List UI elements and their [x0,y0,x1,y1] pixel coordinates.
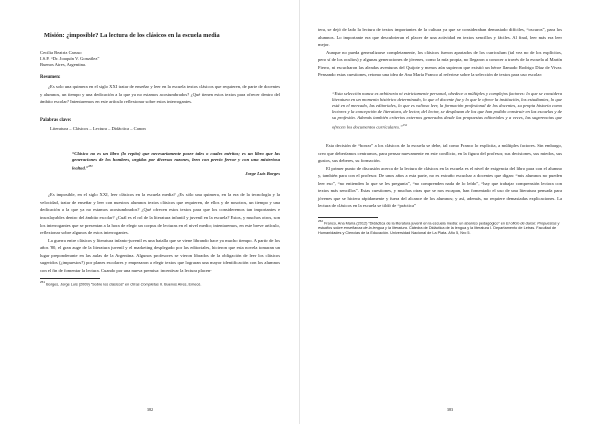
keywords-text: Literatura – Clásicos – Lectura – Didáctica – Canon [50,126,146,132]
page-number: 382 [146,407,154,412]
abstract-heading: Resumen: [40,74,61,80]
epigraph-text: “Clásico no es un libro (lo repito) que necesariamente posee tales o cuales méritos; es un libro que las generaciones de los hombres, urgidas por diversas razones, leen con previo fervor y con una misteriosa lealtad.” [72,150,280,171]
page-number: 383 [446,407,454,412]
epigraph-footnote-ref: 251 [88,163,93,168]
author-institution: I.S.P. “Dr. Joaquín V. González” [40,56,100,62]
author-location: Buenos Aires, Argentina. [40,62,87,68]
body-paragraph: La guerra entre clásicos y literatura infanto-juvenil es una batalla que se viene librando hace ya mucho tiempo. A partir de los años '80, el gran auge de la literatura juvenil y el marketing desplegado por las editoriales, hicieron que esta novela tomaran un lugar preponderante en las aulas de la Argentina. Algunos profesores se vieron librados de la obligación de leer los clásicos sugeridos (¿impuestos?) por planes escolares y empezaron a elegir textos que lograran una mayor identificación con los alumnos con el fin de fomentar la lectura. Cuando por una nueva premisa: incentivar la lectura placen- [40,237,280,274]
body-paragraph: El primer punto de discusión acerca de la lectura de clásicos en la escuela es el nivel de exigencia del libro para con el alumno y, también para con el profesor. De unos años a esta parte, no es extraño escuchar a docentes que digan: “mis alumnos no pueden leer eso”, “no entienden lo que se les pregunta”, “no comprenden nada de lo leído”, “hay que trabajar comprensión lectora con textos más sencillos”. Estas cuestiones, y muchas otras que se nos escapan, han fomentado el uso de una literatura pensada para jóvenes que se hiciera rápidamente y fuera del alcance de los alumnos; y así, además, no requiere demasiadas explicaciones. La lectura de clásicos en la escuela se tildó de “práctica” [318,165,562,209]
footnote-title: Otras Completas II. [130,281,164,286]
footnote-number: 252 [318,218,324,223]
body-paragraph: tera, se dejó de lado la lectura de textos importantes de la cultura ya que se consideraban demasiado difíciles, “oscuros”, para los alumnos. Lo importante era que descubrieran el placer de una actividad en textos sencillos y fáciles. Al final, leer más era leer mejor. [318,27,562,47]
footnote-number: 251 [40,279,46,284]
body-paragraph: Aunque no pueda generalizarse completamente, los clásicos fueron apartados de los curriculum (tal vez no de los explícitos, pero sí de los ocultos) y algunas generaciones de jóvenes, como la mía propia, no llegaron a conocer a través de la escuela al Martín Fierro, ni escucharon las aleadas aventuras del Quijote y menos aún supieron que existió un héroe llamado Rodrigo Díaz de Vivar. Pensando estas cuestiones, retomo una idea de Ana María Franco al referirse sobre la selección de textos para uso escolar: [318,49,562,77]
footnote-title: El oficio de darse: Propuestas y estudios sobre enseñanza de la lengua y la literatura. [318,221,560,231]
block-quote [332,91,562,131]
footnote [40,280,280,287]
footnote-details: Cátedra de Didáctica de la lengua y la literatura I. Departamento de Letras. Facultad de Humanidades y Ciencias de la Educación. Universidad Nacional de La Plata. Año 5, Nro 5. [318,226,557,236]
epigraph-author: Jorge Luis Borges [245,171,280,177]
footnote-publisher: Buenos Aires, Emecé. [164,281,202,286]
footnote-divider [318,217,378,218]
footnote [318,219,562,236]
footnote-text: Borges, Jorge Luis (2009) “Sobre los clásicos” en [46,281,130,286]
abstract-text: ¿Es solo una quimera en el siglo XXI tratar de enseñar y leer en la escuela textos clásicos que requieren, de parte de docentes y alumnos, un tiempo y una dedicación a la que ya no estamos acostumbrados? ¿Qué tienen estos textos para ofrecer dentro del ámbito escolar? Intentaremos en este artículo reflexionar sobre estos interrogantes. [40,84,280,105]
body-paragraph: ¿Es imposible, en el siglo XXI, leer clásicos en la escuela media? ¿Es sólo una quimera, en la era de la tecnología y la velocidad, tratar de enseñar y leer con nuestros alumnos textos clásicos que requieren, de ellos y de nosotros, un tiempo y una dedicación a la que ya no estamos acostumbrados? ¿Qué ofrecen estos textos para que los consideremos tan importantes e insoslayables dentro del ámbito escolar? ¿Cuál es el rol de la literatura infantil y juvenil en la escuela? Estos, y muchos otros, son los interrogantes que se presentan a la hora de elegir un corpus de lecturas en el nivel medio; intentaremos, en este breve artículo, reflexionar sobre algunos de estos interrogantes. [40,192,280,236]
body-paragraph: Esta decisión de “borrar” a los clásicos de la escuela se debe, tal como Franco lo explicita, a múltiples factores. Sin embargo, creo que deberíamos centrarnos, para pensar nuevamente en este conflicto, en la figura del profesor, sus decisiones, sus miedos, sus gustos, sus deberes, su formación. [318,143,562,164]
footnote-text: Franco, Ana María (2012) “Didáctica de la literatura juvenil en la escuela media: un abanico pedagógico” en [324,221,505,226]
quote-footnote-ref: 252 [402,122,408,127]
epigraph [72,151,280,172]
block-quote-text: “Esta selección nunca es arbitraria ni estrictamente personal, obedece a múltiples y complejos factores: lo que se considera literatura en un momento histórico determinado, lo que el docente fue y lo que le ofrece la institución, los estudiantes, lo que está en el mercado, las editoriales, lo que es valioso leer, la formación profesional de los docentes, su propia historia como lectores y la concepción de literatura, de lector, del lector, se desplazan de los que han podido construir en las escuelas y de su profesión. Además también criterios externos generados desde las propuestas editoriales y a veces, las sugerencias que ofrecen los documentos curriculares.” [332,90,562,130]
author-name: Cecilia Beatriz Caruso [40,50,82,55]
footnote-divider [40,278,100,279]
right-page [300,0,600,424]
article-title: Misión: ¿imposible? La lectura de los clásicos en la escuela media [44,32,220,39]
keywords-heading: Palabras clave: [40,117,72,123]
